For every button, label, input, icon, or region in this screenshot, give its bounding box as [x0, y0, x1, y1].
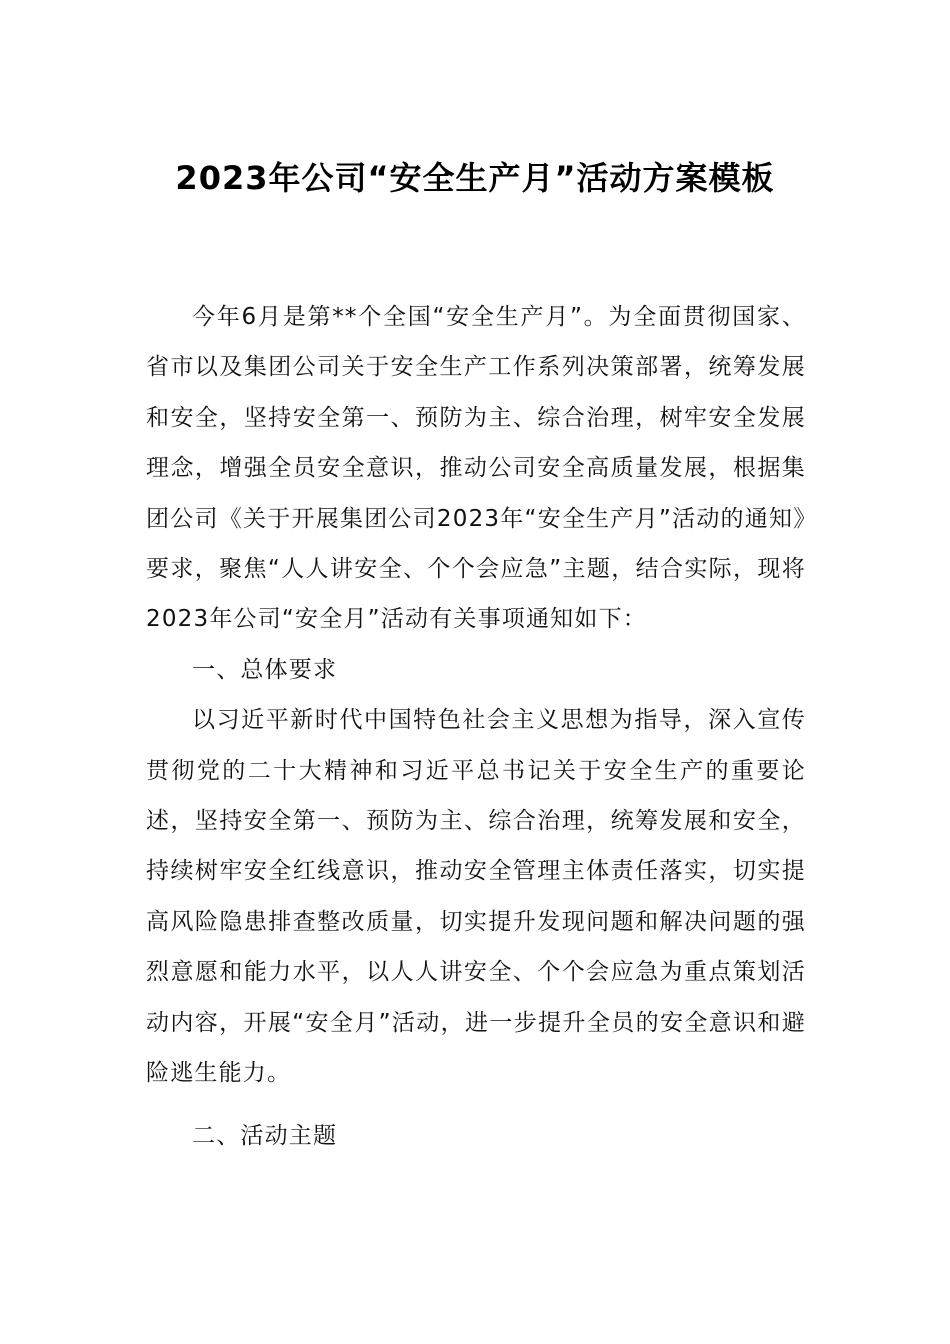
- intro-paragraph: 今年6月是第**个全国“安全生产月”。为全面贯彻国家、省市以及集团公司关于安全生产工作系列决策部署，统筹发展和安全，坚持安全第一、预防为主、综合治理，树牢安全发展理念，增强全员安全意识，推动公司安全高质量发展，根据集团公司《关于开展集团公司2023年“安全生产月”活动的通知》要求，聚焦“人人讲安全、个个会应急”主题，结合实际，现将2023年公司“安全月”活动有关事项通知如下：: [146, 304, 806, 633]
- document-title: 2023年公司“安全生产月”活动方案模板: [175, 159, 775, 197]
- section-heading-activity-theme: 二、活动主题: [192, 1122, 338, 1149]
- document-body: [146, 292, 806, 1161]
- overall-requirements-paragraph: 以习近平新时代中国特色社会主义思想为指导，深入宣传贯彻党的二十大精神和习近平总书记关于安全生产的重要论述，坚持安全第一、预防为主、综合治理，统筹发展和安全，持续树牢安全红线意识，推动安全管理主体责任落实，切实提高风险隐患排查整改质量，切实提升发现问题和解决问题的强烈意愿和能力水平，以人人讲安全、个个会应急为重点策划活动内容，开展“安全月”活动，进一步提升全员的安全意识和避险逃生能力。: [146, 707, 806, 1087]
- section-heading-overall-requirements: 一、总体要求: [192, 656, 338, 683]
